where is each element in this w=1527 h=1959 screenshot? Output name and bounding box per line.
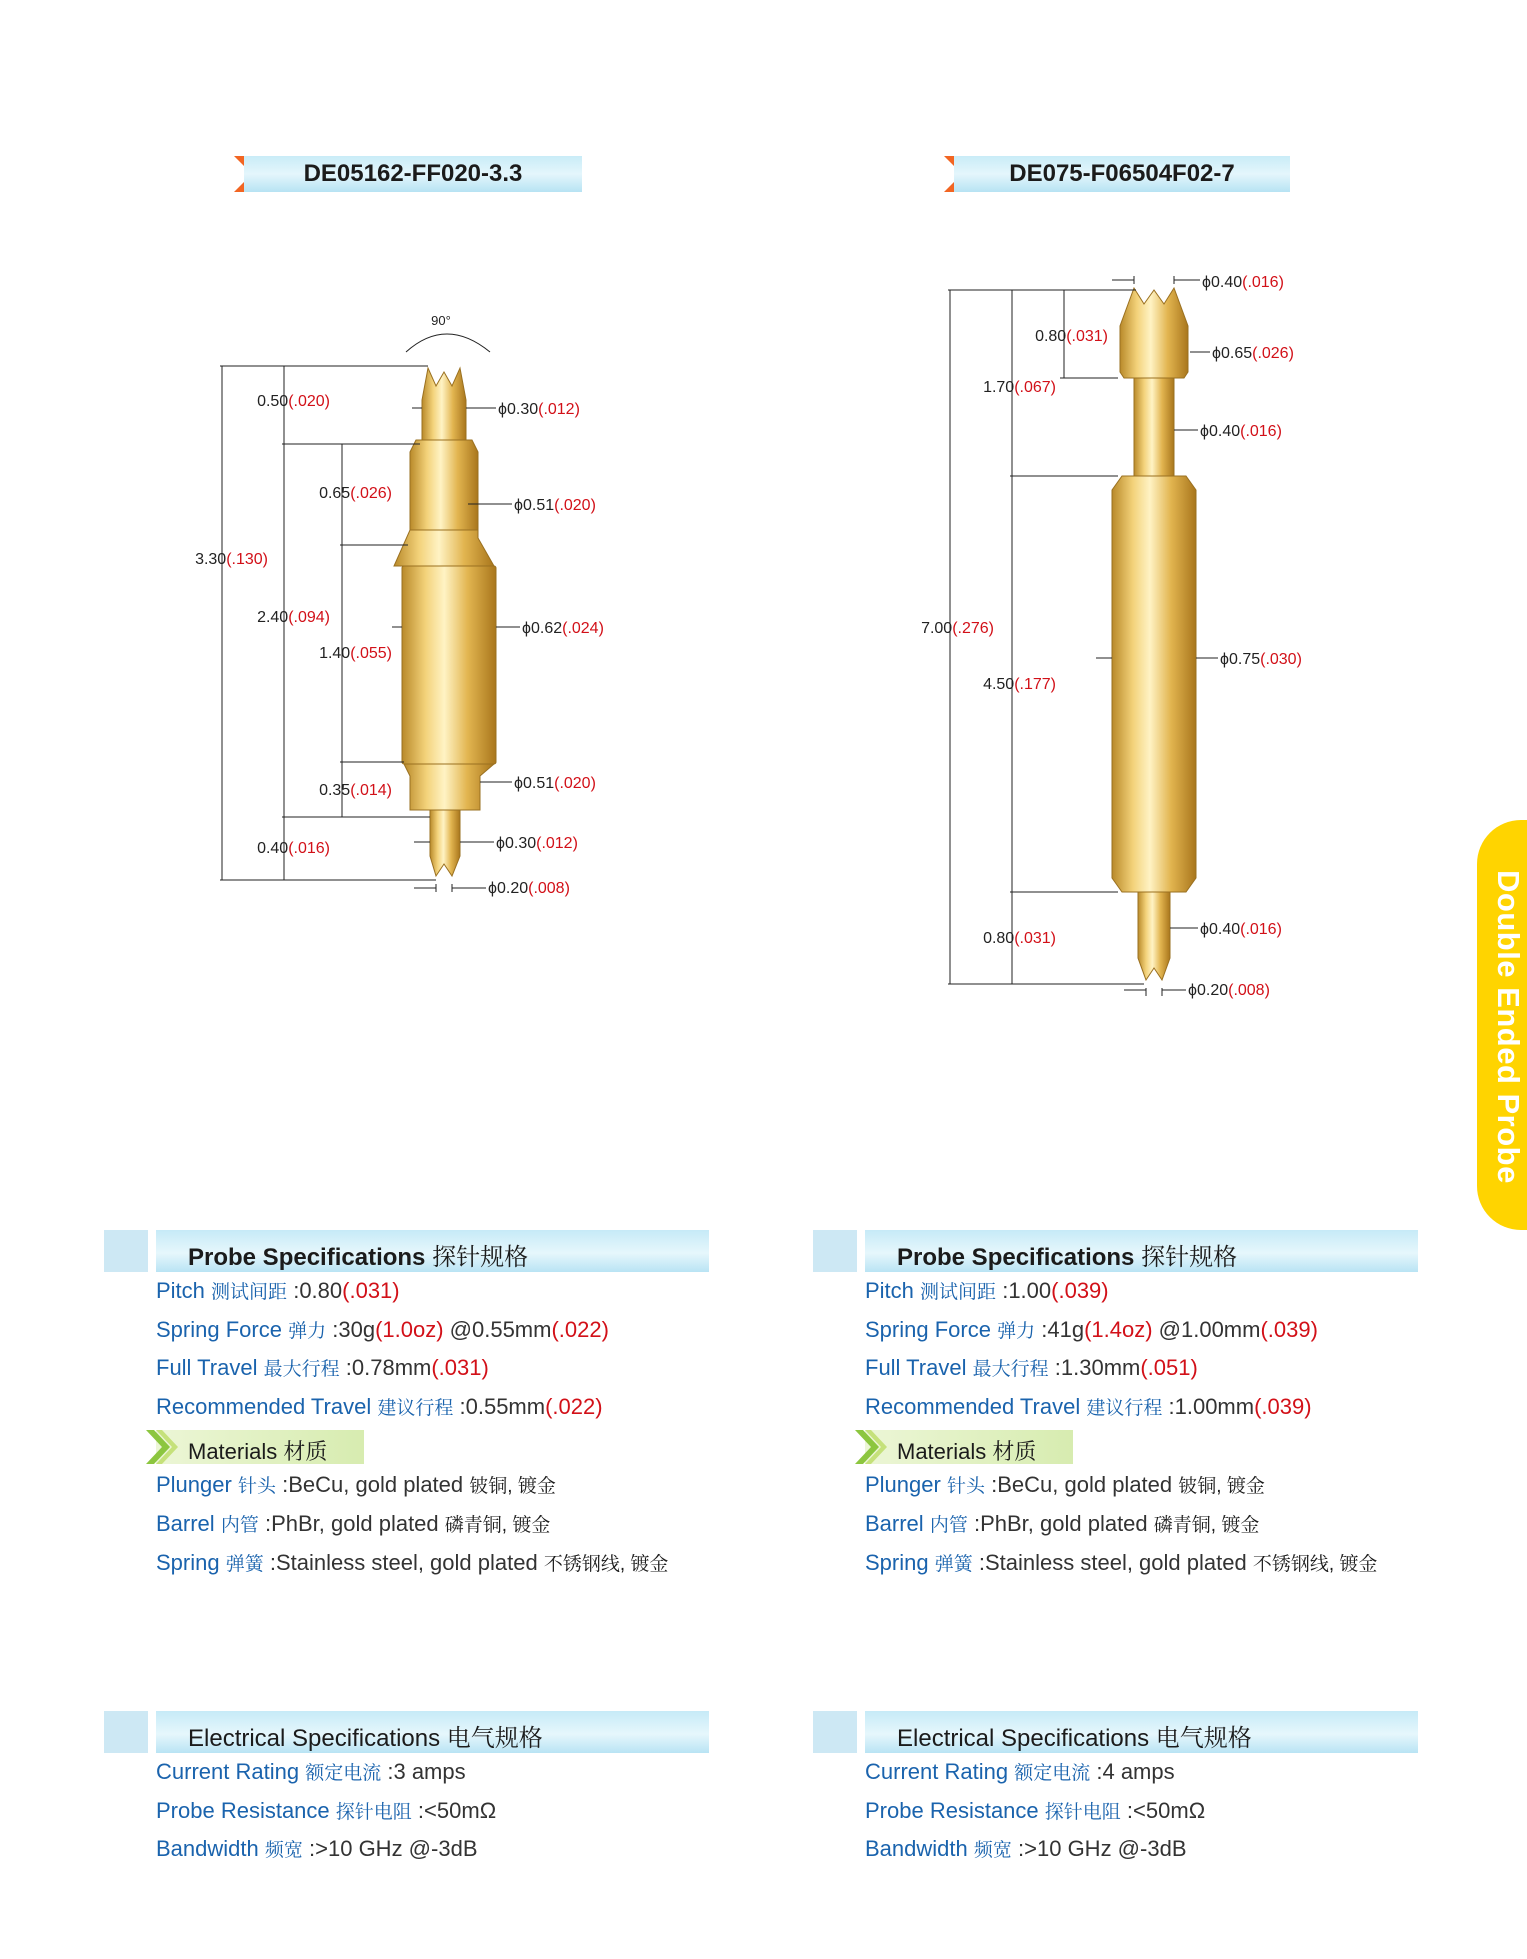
spec-row: Recommended Travel 建议行程 :1.00mm(.039) [865,1393,1312,1419]
electrical-row: Bandwidth 频宽 :>10 GHz @-3dB [865,1836,1187,1862]
section-title: Electrical Specifications 电气规格 [897,1725,1252,1752]
dim-label: 0.35(.014) [319,782,392,799]
material-row: Plunger 针头 :BeCu, gold plated 铍铜, 镀金 [865,1472,1265,1498]
spec-row: Pitch 测试间距 :1.00(.039) [865,1278,1109,1303]
material-row: Barrel 内管 :PhBr, gold plated 磷青铜, 镀金 [156,1510,551,1536]
electrical-spec-header [813,1711,1418,1753]
diameter-label: ϕ0.62(.024) [522,620,604,637]
diameter-label: ϕ0.40(.016) [1202,274,1284,291]
spec-row: Full Travel 最大行程 :0.78mm(.031) [156,1355,489,1381]
spec-row: Recommended Travel 建议行程 :0.55mm(.022) [156,1393,603,1419]
dim-label: 0.50(.020) [257,393,330,410]
diameter-label: ϕ0.30(.012) [496,835,578,852]
dim-label: 0.80(.031) [1035,328,1108,345]
diameter-label: ϕ0.20(.008) [1188,982,1270,999]
probe-drawing [900,260,1340,1010]
diameter-label: ϕ0.40(.016) [1200,423,1282,440]
materials-arrow-icon [855,1430,889,1464]
materials-title: Materials 材质 [188,1439,328,1465]
header-square [104,1711,148,1753]
diameter-label: ϕ0.75(.030) [1220,651,1302,668]
dim-label: 2.40(.094) [257,609,330,626]
diameter-label: ϕ0.65(.026) [1212,345,1294,362]
electrical-column-left [104,1711,709,1869]
model-title [244,156,582,192]
probe-body [1112,288,1196,980]
section-title: Electrical Specifications 电气规格 [188,1725,543,1752]
material-row: Spring 弹簧 :Stainless steel, gold plated 不锈钢线, 镀金 [156,1549,669,1575]
probe-drawing [170,300,650,910]
dim-label: 1.40(.055) [319,645,392,662]
spec-row: Spring Force 弹力 :41g(1.4oz) @1.00mm(.039) [865,1316,1318,1342]
diameter-label: ϕ0.40(.016) [1200,921,1282,938]
probe-spec-header [813,1230,1418,1272]
dim-label: 1.70(.067) [983,379,1056,396]
model-title-text: DE075-F06504F02-7 [1009,160,1235,187]
spec-column-right [813,1230,1418,1582]
electrical-row: Probe Resistance 探针电阻 :<50mΩ [156,1797,497,1823]
header-square [813,1230,857,1272]
spec-row: Full Travel 最大行程 :1.30mm(.051) [865,1355,1198,1381]
electrical-row: Probe Resistance 探针电阻 :<50mΩ [865,1797,1206,1823]
angle-label: 90° [431,313,451,328]
model-title [954,156,1290,192]
material-row: Spring 弹簧 :Stainless steel, gold plated 不锈钢线, 镀金 [865,1549,1378,1575]
electrical-row: Current Rating 额定电流 :3 amps [156,1759,466,1784]
dim-label: 0.65(.026) [319,485,392,502]
materials-header [813,1428,1418,1466]
dim-label: 0.40(.016) [257,840,330,857]
probe-spec-header [104,1230,709,1272]
material-row: Plunger 针头 :BeCu, gold plated 铍铜, 镀金 [156,1472,556,1498]
electrical-row: Current Rating 额定电流 :4 amps [865,1759,1175,1784]
diameter-label: ϕ0.20(.008) [488,880,570,897]
electrical-column-right [813,1711,1418,1869]
materials-title: Materials 材质 [897,1439,1037,1465]
dim-label: 3.30(.130) [195,551,268,568]
header-square [104,1230,148,1272]
diameter-label: ϕ0.30(.012) [498,401,580,418]
dim-label: 7.00(.276) [921,620,994,637]
side-tab-label: Double Ended Probe [1491,870,1526,1184]
diameter-label: ϕ0.51(.020) [514,775,596,792]
spec-row: Pitch 测试间距 :0.80(.031) [156,1278,400,1303]
section-title: Probe Specifications 探针规格 [897,1244,1238,1271]
dim-label: 0.80(.031) [983,930,1056,947]
material-row: Barrel 内管 :PhBr, gold plated 磷青铜, 镀金 [865,1510,1260,1536]
header-square [813,1711,857,1753]
diameter-label: ϕ0.51(.020) [514,497,596,514]
electrical-row: Bandwidth 频宽 :>10 GHz @-3dB [156,1836,478,1862]
electrical-spec-header [104,1711,709,1753]
model-title-text: DE05162-FF020-3.3 [303,160,523,187]
materials-header [104,1428,709,1466]
materials-arrow-icon [146,1430,180,1464]
section-title: Probe Specifications 探针规格 [188,1244,529,1271]
spec-column-left [104,1230,709,1582]
spec-row: Spring Force 弹力 :30g(1.0oz) @0.55mm(.022) [156,1316,609,1342]
dim-label: 4.50(.177) [983,676,1056,693]
